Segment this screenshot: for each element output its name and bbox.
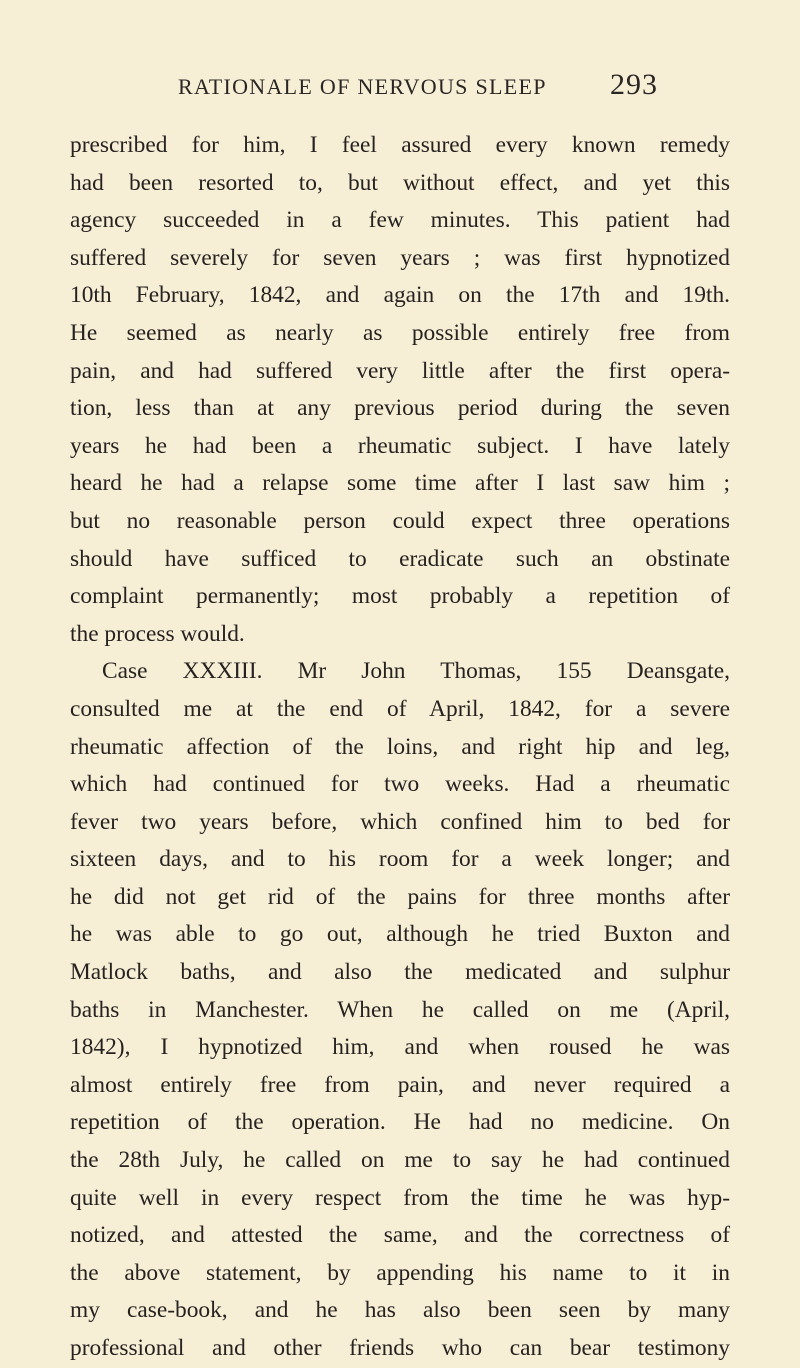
text-line: which had continued for two weeks. Had a rheumatic (70, 771, 730, 798)
page-number: 293 (610, 68, 658, 101)
text-line: 10th February, 1842, and again on the 17th and 19th. (70, 282, 730, 309)
text-line: the 28th July, he called on me to say he had continued (70, 1147, 730, 1174)
text-line: tion, less than at any previous period during the seven (70, 395, 730, 422)
text-line: notized, and attested the same, and the correctness of (70, 1222, 730, 1249)
text-line: my case-book, and he has also been seen by many (70, 1297, 730, 1324)
text-line: but no reasonable person could expect three operations (70, 507, 730, 534)
text-line: sixteen days, and to his room for a week longer; and (70, 846, 730, 873)
text-line: consulted me at the end of April, 1842, for a severe (70, 695, 730, 722)
text-line: fever two years before, which confined him to bed for (70, 808, 730, 835)
text-line: he did not get rid of the pains for three months after (70, 883, 730, 910)
text-line: should have sufficed to eradicate such an obstinate (70, 545, 730, 572)
body-text (70, 127, 730, 1368)
text-line: He seemed as nearly as possible entirely free from (70, 319, 730, 346)
text-line: pain, and had suffered very little after the first opera- (70, 357, 730, 384)
text-line: rheumatic affection of the loins, and right hip and leg, (70, 733, 730, 760)
text-line: baths in Manchester. When he called on me (April, (70, 996, 730, 1023)
text-line: the above statement, by appending his name to it in (70, 1259, 730, 1286)
text-line: complaint permanently; most probably a repetition of (70, 583, 730, 610)
text-line: agency succeeded in a few minutes. This patient had (70, 207, 730, 234)
text-line: he was able to go out, although he tried Buxton and (70, 921, 730, 948)
case-heading-line: Case XXXIII. Mr John Thomas, 155 Deansgate, (102, 658, 730, 685)
text-line: years he had been a rheumatic subject. I have lately (70, 432, 730, 459)
text-line: suffered severely for seven years ; was first hypnotized (70, 244, 730, 271)
text-line: professional and other friends who can bear testimony (70, 1335, 730, 1361)
text-line: 1842), I hypnotized him, and when roused he was (70, 1034, 730, 1061)
paragraph-end-line: the process would. (70, 620, 245, 647)
running-head: RATIONALE OF NERVOUS SLEEP (178, 74, 547, 99)
text-line: almost entirely free from pain, and never required a (70, 1071, 730, 1098)
text-line: Matlock baths, and also the medicated and sulphur (70, 959, 730, 986)
text-line: heard he had a relapse some time after I last saw him ; (70, 470, 730, 497)
text-line: prescribed for him, I feel assured every known remedy (70, 132, 730, 158)
text-line: had been resorted to, but without effect, and yet this (70, 169, 730, 196)
text-line: repetition of the operation. He had no medicine. On (70, 1109, 730, 1136)
text-line: quite well in every respect from the time he was hyp- (70, 1184, 730, 1211)
